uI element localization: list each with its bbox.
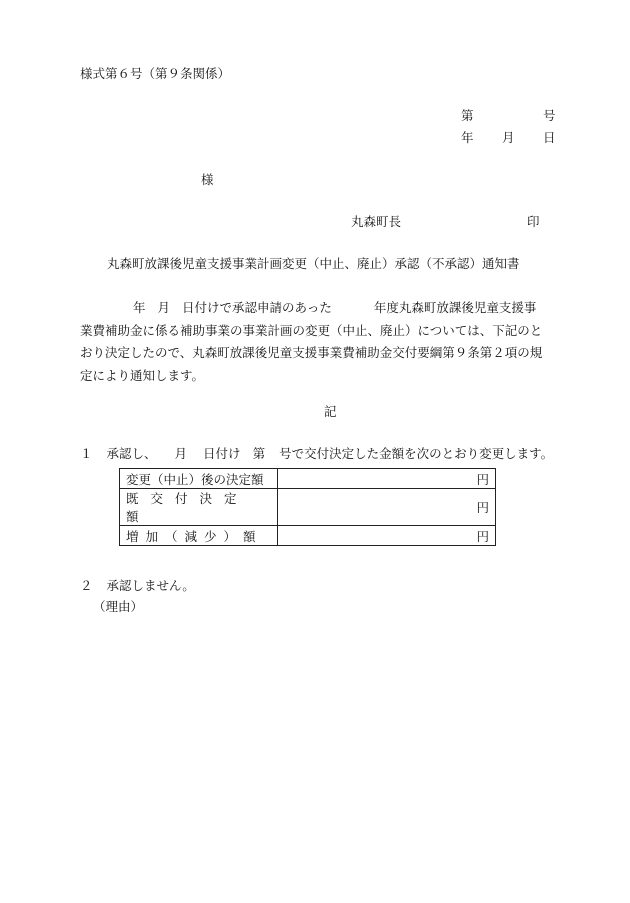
item-1-dai: 第 (252, 446, 266, 461)
seal-mark: 印 (527, 214, 540, 229)
body-line-4: 定により通知します。 (80, 367, 205, 383)
body-line-1 (80, 297, 560, 320)
row-label-increase-decrease: 増加（減少）額 (120, 526, 278, 546)
body-month: 月 (157, 300, 171, 315)
item-2 (80, 580, 195, 593)
item-1 (80, 448, 553, 461)
item-1-number: １ (80, 446, 93, 461)
document-number-suffix: 号 (543, 108, 556, 123)
date-year: 年 (461, 130, 474, 145)
row-label-after-change: 変更（中止）後の決定額 (120, 469, 278, 489)
table-row (120, 526, 496, 546)
date-month: 月 (502, 130, 515, 145)
table-row (120, 489, 496, 526)
body-fiscal-year-phrase: 年度丸森町放課後児童支援事 (373, 300, 537, 315)
ki-heading: 記 (324, 404, 337, 419)
item-2-number: ２ (80, 578, 93, 593)
item-2-text: 承認しません。 (106, 578, 195, 593)
row-unit: 円 (278, 489, 496, 526)
body-paragraph (80, 297, 560, 387)
row-unit: 円 (278, 469, 496, 489)
document-title: 丸森町放課後児童支援事業計画変更（中止、廃止）承認（不承認）通知書 (107, 256, 520, 271)
row-label-already-granted: 既交付決定額 (120, 489, 278, 526)
item-1-approve: 承認し、 (106, 446, 157, 461)
item-1-text: 号で交付決定した金額を次のとおり変更します。 (279, 446, 554, 461)
reason-label: （理由） (93, 599, 144, 614)
sender-name: 丸森町長 (351, 214, 402, 229)
body-line-2: 業費補助金に係る補助事業の事業計画の変更（中止、廃止）については、下記のと (80, 322, 543, 338)
body-date-phrase: 日付けで承認申請のあった (182, 300, 332, 315)
date-day: 日 (543, 130, 556, 145)
form-number: 様式第６号（第９条関係） (80, 66, 231, 81)
document-number-prefix: 第 (461, 108, 474, 123)
amount-table (119, 468, 496, 546)
item-1-date: 日付け (203, 446, 241, 461)
table-row (120, 469, 496, 489)
item-1-month: 月 (174, 446, 188, 461)
row-unit: 円 (278, 526, 496, 546)
addressee-suffix: 様 (201, 172, 214, 187)
body-line-3: おり決定したので、丸森町放課後児童支援事業費補助金交付要綱第９条第２項の規 (80, 345, 543, 360)
body-year: 年 (133, 300, 146, 315)
